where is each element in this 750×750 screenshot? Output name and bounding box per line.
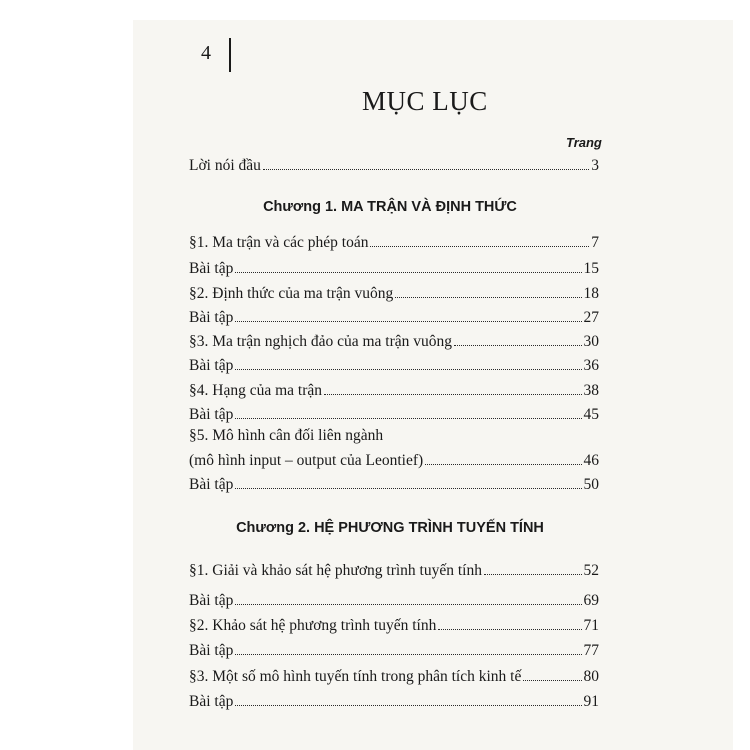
page-number: 4	[201, 42, 211, 64]
toc-entry	[189, 450, 599, 472]
entry-text: (mô hình input – output của Leontief)	[189, 452, 424, 469]
entry-page: 77	[583, 642, 599, 659]
toc-entry-preface	[189, 155, 599, 177]
entry-text: Bài tập	[189, 476, 234, 493]
leader-dots	[235, 474, 581, 489]
toc-entry	[189, 666, 599, 688]
leader-dots	[523, 666, 581, 681]
leader-dots	[263, 155, 589, 170]
leader-dots	[484, 560, 582, 575]
leader-dots	[438, 615, 581, 630]
toc-entry	[189, 474, 599, 496]
entry-page: 7	[591, 234, 599, 251]
leader-dots	[395, 283, 581, 298]
entry-page: 46	[583, 452, 599, 469]
entry-text: §1. Giải và khảo sát hệ phương trình tuyến tính	[189, 562, 482, 579]
page-column-label: Trang	[566, 135, 602, 150]
leader-dots	[235, 404, 581, 419]
toc-entry	[189, 355, 599, 377]
toc-entry	[189, 404, 599, 426]
entry-text: §2. Khảo sát hệ phương trình tuyến tính	[189, 617, 437, 634]
entry-text: §5. Mô hình cân đối liên ngành	[189, 427, 384, 444]
header-divider	[229, 38, 231, 72]
leader-dots	[235, 307, 581, 322]
leader-dots	[235, 355, 581, 370]
entry-page: 27	[583, 309, 599, 326]
toc-entry	[189, 232, 599, 254]
leader-dots	[235, 691, 581, 706]
entry-text: §4. Hạng của ma trận	[189, 382, 322, 399]
toc-entry	[189, 640, 599, 662]
entry-text: §1. Ma trận và các phép toán	[189, 234, 369, 251]
leader-dots	[454, 331, 582, 346]
toc-title: MỤC LỤC	[362, 86, 488, 116]
entry-text: Bài tập	[189, 592, 234, 609]
entry-page: 38	[583, 382, 599, 399]
entry-text: Bài tập	[189, 642, 234, 659]
leader-dots	[235, 258, 581, 273]
toc-entry	[189, 307, 599, 329]
entry-text: §2. Định thức của ma trận vuông	[189, 285, 394, 302]
entry-text: §3. Một số mô hình tuyến tính trong phân tích kinh tế	[189, 668, 522, 685]
entry-page: 69	[583, 592, 599, 609]
entry-text: Bài tập	[189, 309, 234, 326]
entry-page: 45	[583, 406, 599, 423]
entry-text: Lời nói đầu	[189, 157, 261, 174]
toc-entry	[189, 380, 599, 402]
leader-dots	[235, 590, 581, 605]
entry-page: 36	[583, 357, 599, 374]
entry-page: 3	[591, 157, 599, 174]
entry-text: Bài tập	[189, 260, 234, 277]
toc-entry	[189, 691, 599, 713]
toc-entry	[189, 560, 599, 582]
leader-dots	[235, 640, 581, 655]
entry-text: Bài tập	[189, 693, 234, 710]
toc-entry	[189, 331, 599, 353]
entry-page: 15	[583, 260, 599, 277]
entry-text: §3. Ma trận nghịch đảo của ma trận vuông	[189, 333, 452, 350]
chapter-1-heading: Chương 1. MA TRẬN VÀ ĐỊNH THỨC	[263, 199, 517, 215]
entry-page: 91	[583, 693, 599, 710]
entry-text: Bài tập	[189, 357, 234, 374]
chapter-2-heading: Chương 2. HỆ PHƯƠNG TRÌNH TUYẾN TÍNH	[236, 520, 544, 536]
entry-page: 80	[583, 668, 599, 685]
entry-page: 50	[583, 476, 599, 493]
toc-entry	[189, 283, 599, 305]
toc-entry	[189, 615, 599, 637]
toc-entry	[189, 258, 599, 280]
leader-dots	[425, 450, 581, 465]
entry-page: 71	[583, 617, 599, 634]
leader-dots	[370, 232, 589, 247]
entry-text: Bài tập	[189, 406, 234, 423]
entry-page: 30	[583, 333, 599, 350]
leader-dots	[324, 380, 582, 395]
entry-page: 18	[583, 285, 599, 302]
toc-entry	[189, 590, 599, 612]
entry-page: 52	[583, 562, 599, 579]
